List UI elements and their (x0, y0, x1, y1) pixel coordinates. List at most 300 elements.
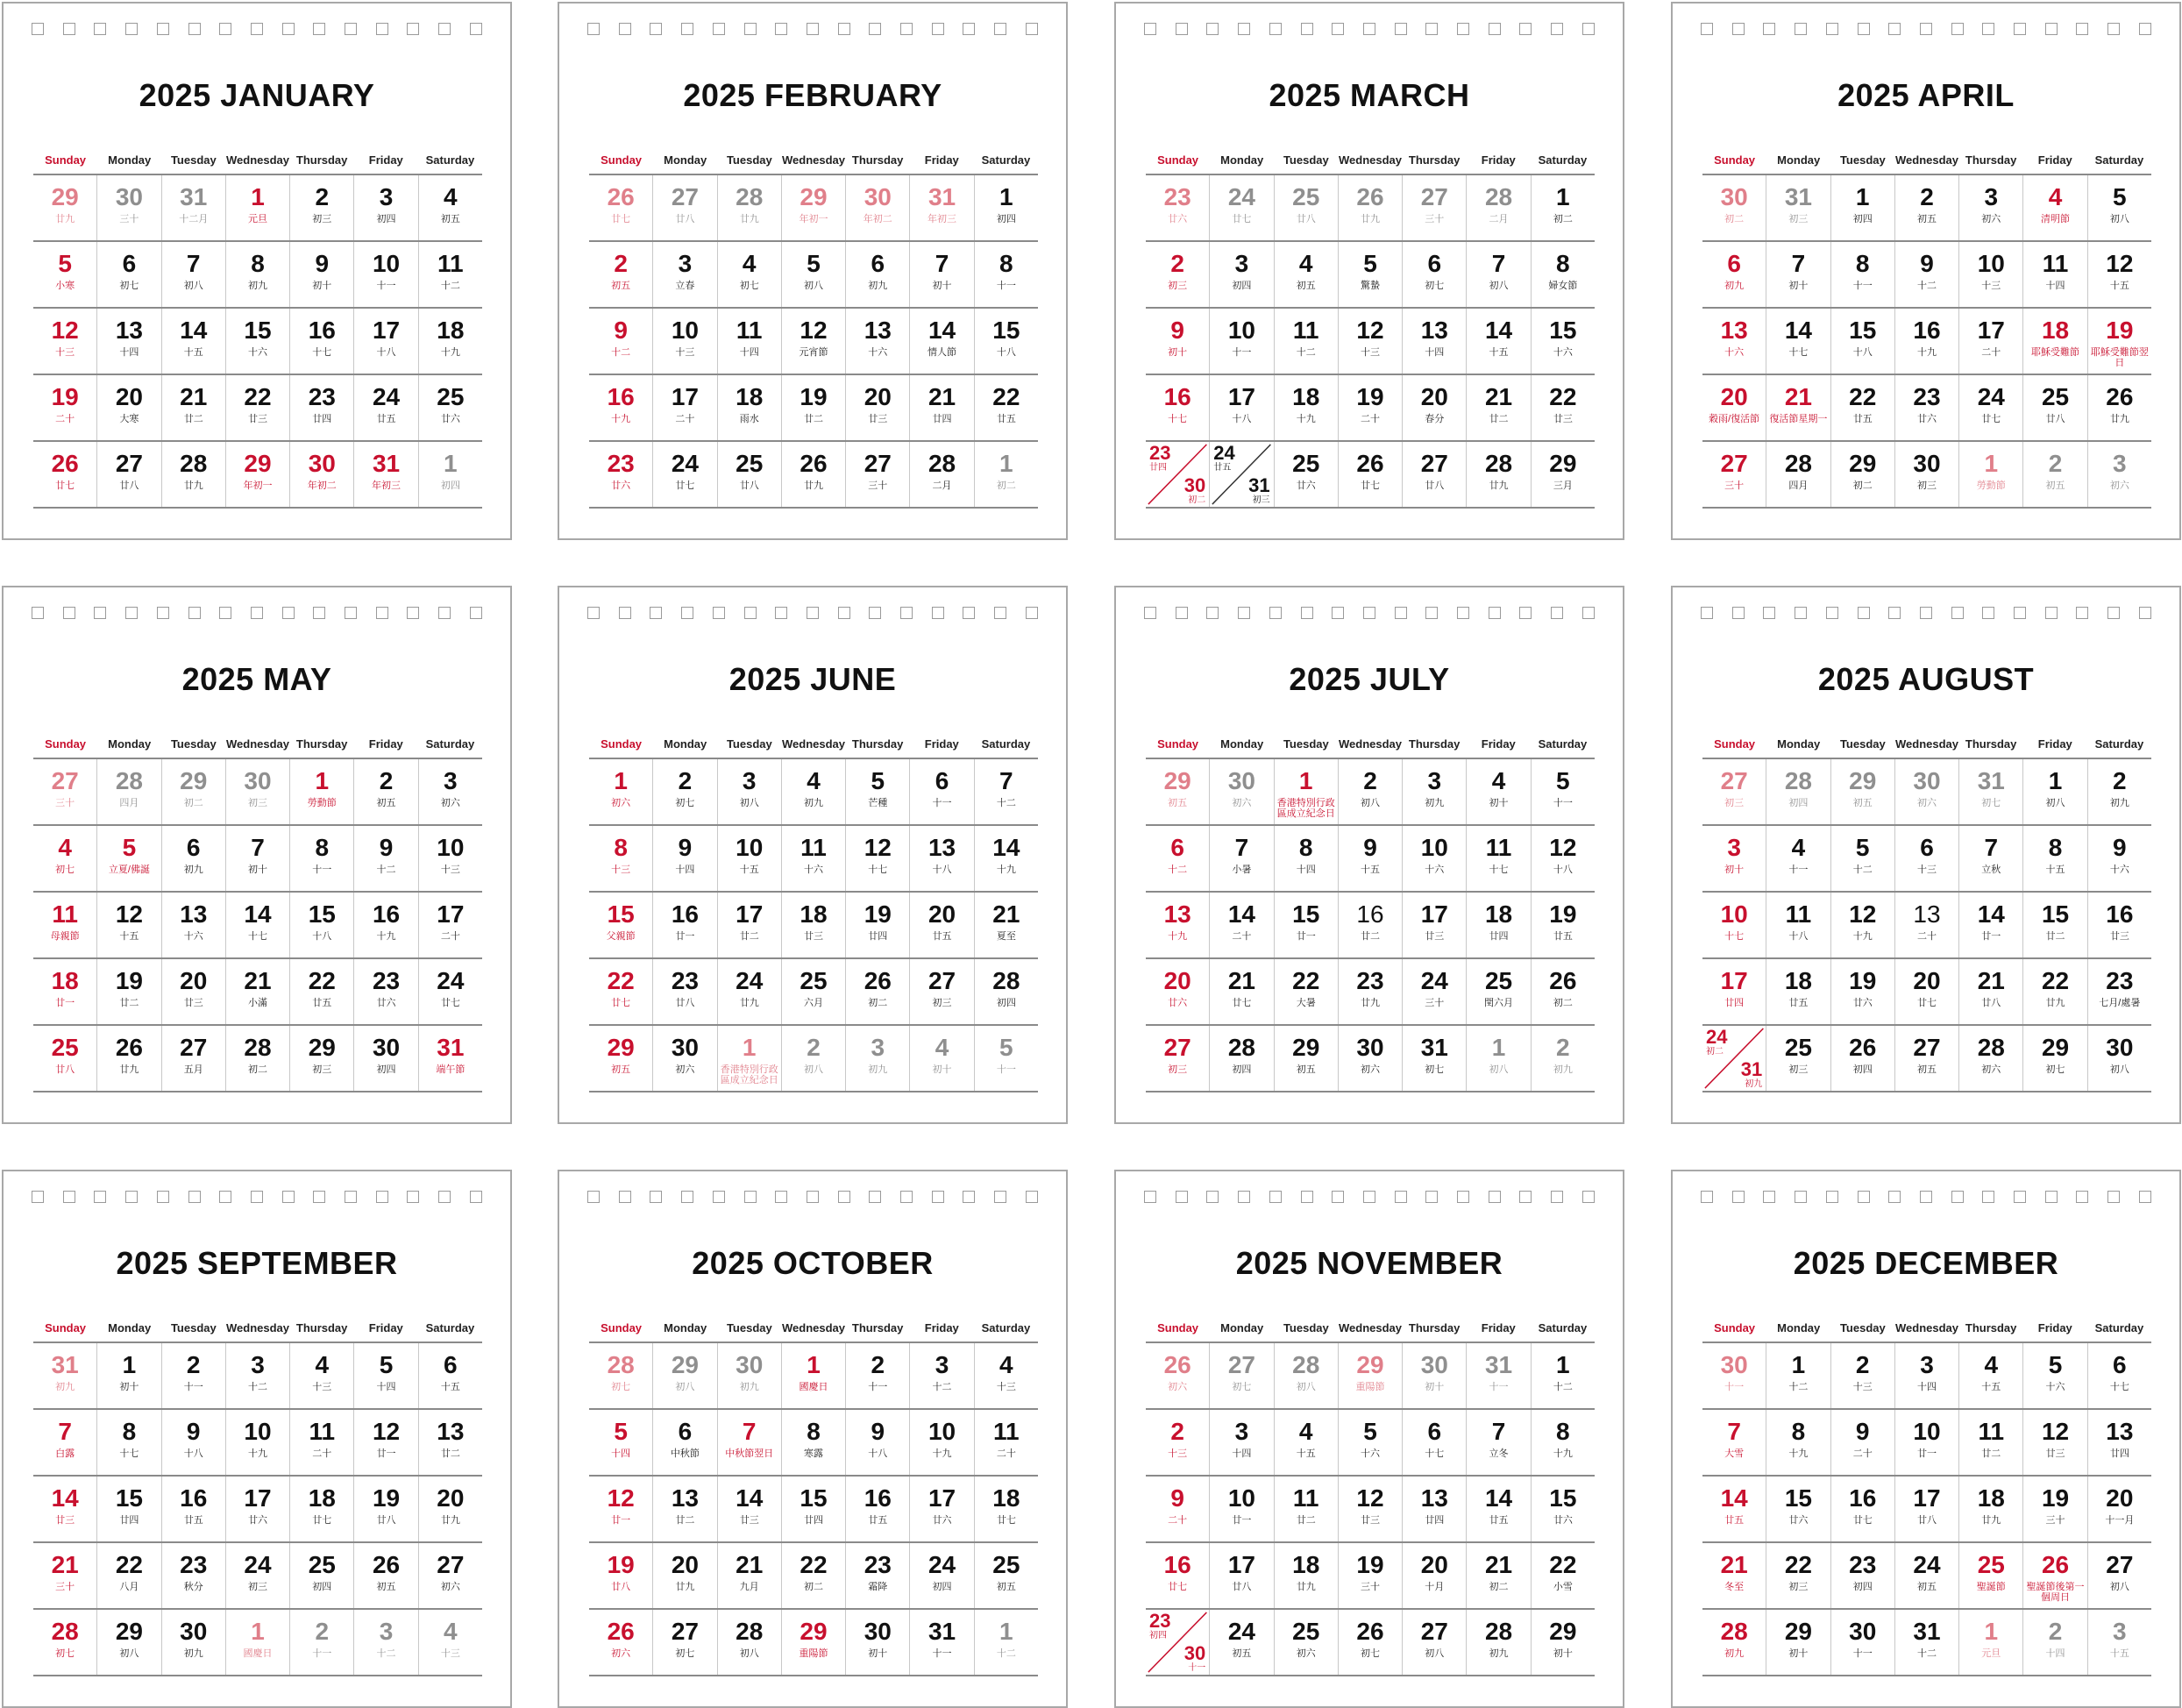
day-cell[interactable] (1702, 175, 1766, 240)
day-cell[interactable] (1702, 1477, 1766, 1541)
day-cell[interactable] (1209, 242, 1273, 307)
day-cell[interactable] (353, 826, 417, 891)
day-cell[interactable] (1466, 759, 1530, 824)
day-cell[interactable] (1830, 959, 1894, 1024)
day-cell[interactable] (781, 1343, 845, 1408)
day-cell[interactable] (1209, 1543, 1273, 1608)
day-cell[interactable] (909, 759, 973, 824)
day-cell[interactable] (1466, 959, 1530, 1024)
day-cell[interactable] (589, 1610, 652, 1675)
day-cell[interactable] (717, 959, 781, 1024)
day-cell[interactable] (652, 759, 716, 824)
day-cell[interactable] (589, 893, 652, 957)
day-cell[interactable] (96, 1610, 160, 1675)
day-cell[interactable] (1466, 1410, 1530, 1475)
day-cell[interactable] (289, 309, 353, 374)
day-cell[interactable] (717, 175, 781, 240)
day-cell[interactable] (909, 242, 973, 307)
day-cell[interactable] (289, 375, 353, 440)
day-cell[interactable] (909, 1543, 973, 1608)
day-cell[interactable] (161, 826, 225, 891)
day-cell[interactable] (845, 1610, 909, 1675)
day-cell[interactable] (974, 1026, 1038, 1091)
day-cell[interactable] (1274, 175, 1338, 240)
day-cell[interactable] (33, 1026, 96, 1091)
day-cell[interactable] (652, 1026, 716, 1091)
day-cell[interactable] (1209, 1410, 1273, 1475)
day-cell[interactable] (909, 309, 973, 374)
day-cell[interactable] (225, 826, 289, 891)
day-cell[interactable] (225, 1026, 289, 1091)
day-cell[interactable] (781, 759, 845, 824)
day-cell[interactable] (1531, 375, 1595, 440)
day-cell[interactable] (418, 826, 482, 891)
day-cell[interactable] (652, 1477, 716, 1541)
day-cell[interactable] (96, 959, 160, 1024)
day-cell[interactable] (2022, 1410, 2086, 1475)
day-cell[interactable] (289, 242, 353, 307)
day-cell[interactable] (1466, 375, 1530, 440)
day-cell[interactable] (1338, 1343, 1402, 1408)
day-cell[interactable] (717, 759, 781, 824)
day-cell[interactable] (1958, 175, 2022, 240)
day-cell[interactable] (1958, 375, 2022, 440)
day-cell[interactable] (652, 893, 716, 957)
day-cell[interactable] (1531, 759, 1595, 824)
day-cell[interactable] (1894, 442, 1958, 507)
day-cell[interactable] (1209, 1343, 1273, 1408)
day-cell[interactable] (1146, 1610, 1209, 1675)
day-cell[interactable] (781, 1410, 845, 1475)
day-cell[interactable] (1894, 1477, 1958, 1541)
day-cell[interactable] (589, 175, 652, 240)
day-cell[interactable] (845, 826, 909, 891)
day-cell[interactable] (974, 442, 1038, 507)
day-cell[interactable] (1338, 1026, 1402, 1091)
day-cell[interactable] (1958, 1026, 2022, 1091)
day-cell[interactable] (1830, 1026, 1894, 1091)
day-cell[interactable] (652, 826, 716, 891)
day-cell[interactable] (845, 175, 909, 240)
day-cell[interactable] (2087, 1410, 2151, 1475)
day-cell[interactable] (717, 1543, 781, 1608)
day-cell[interactable] (781, 1610, 845, 1675)
day-cell[interactable] (1466, 1477, 1530, 1541)
day-cell[interactable] (2087, 826, 2151, 891)
day-cell[interactable] (2022, 1026, 2086, 1091)
day-cell[interactable] (418, 1610, 482, 1675)
day-cell[interactable] (1146, 375, 1209, 440)
day-cell[interactable] (289, 442, 353, 507)
day-cell[interactable] (161, 759, 225, 824)
day-cell[interactable] (1531, 175, 1595, 240)
day-cell[interactable] (1702, 242, 1766, 307)
day-cell[interactable] (1766, 175, 1830, 240)
day-cell[interactable] (2022, 175, 2086, 240)
day-cell[interactable] (33, 1343, 96, 1408)
day-cell[interactable] (1402, 1477, 1466, 1541)
day-cell[interactable] (1466, 309, 1530, 374)
day-cell[interactable] (589, 442, 652, 507)
day-cell[interactable] (717, 893, 781, 957)
day-cell[interactable] (1830, 175, 1894, 240)
day-cell[interactable] (2022, 1610, 2086, 1675)
day-cell[interactable] (1466, 1610, 1530, 1675)
day-cell[interactable] (2087, 893, 2151, 957)
day-cell[interactable] (96, 826, 160, 891)
day-cell[interactable] (1338, 175, 1402, 240)
day-cell[interactable] (1894, 826, 1958, 891)
day-cell[interactable] (96, 759, 160, 824)
day-cell[interactable] (652, 1410, 716, 1475)
day-cell[interactable] (717, 1343, 781, 1408)
day-cell[interactable] (2087, 1343, 2151, 1408)
day-cell[interactable] (1274, 242, 1338, 307)
day-cell[interactable] (33, 759, 96, 824)
day-cell[interactable] (289, 1026, 353, 1091)
day-cell[interactable] (1830, 442, 1894, 507)
day-cell[interactable] (1338, 375, 1402, 440)
day-cell[interactable] (1958, 1610, 2022, 1675)
day-cell[interactable] (33, 442, 96, 507)
day-cell[interactable] (96, 1477, 160, 1541)
day-cell[interactable] (974, 1610, 1038, 1675)
day-cell[interactable] (1894, 893, 1958, 957)
day-cell[interactable] (1894, 759, 1958, 824)
day-cell[interactable] (1402, 893, 1466, 957)
day-cell[interactable] (353, 759, 417, 824)
day-cell[interactable] (96, 1026, 160, 1091)
day-cell[interactable] (1702, 893, 1766, 957)
day-cell[interactable] (845, 309, 909, 374)
day-cell[interactable] (2087, 759, 2151, 824)
day-cell[interactable] (418, 893, 482, 957)
day-cell[interactable] (1402, 442, 1466, 507)
day-cell[interactable] (589, 1026, 652, 1091)
day-cell[interactable] (1338, 1477, 1402, 1541)
day-cell[interactable] (225, 1477, 289, 1541)
day-cell[interactable] (96, 893, 160, 957)
day-cell[interactable] (909, 175, 973, 240)
day-cell[interactable] (1830, 242, 1894, 307)
day-cell[interactable] (1274, 1610, 1338, 1675)
day-cell[interactable] (1402, 759, 1466, 824)
day-cell[interactable] (845, 1343, 909, 1408)
day-cell[interactable] (225, 309, 289, 374)
day-cell[interactable] (1958, 1543, 2022, 1608)
day-cell[interactable] (589, 375, 652, 440)
day-cell[interactable] (974, 826, 1038, 891)
day-cell[interactable] (161, 1410, 225, 1475)
day-cell[interactable] (1466, 1343, 1530, 1408)
day-cell[interactable] (1958, 893, 2022, 957)
day-cell[interactable] (909, 1343, 973, 1408)
day-cell[interactable] (1894, 1026, 1958, 1091)
day-cell[interactable] (1274, 442, 1338, 507)
day-cell[interactable] (1894, 175, 1958, 240)
day-cell[interactable] (1209, 1610, 1273, 1675)
day-cell[interactable] (589, 1477, 652, 1541)
day-cell[interactable] (33, 1543, 96, 1608)
day-cell[interactable] (289, 826, 353, 891)
day-cell[interactable] (909, 1026, 973, 1091)
day-cell[interactable] (1766, 242, 1830, 307)
day-cell[interactable] (1338, 1610, 1402, 1675)
day-cell[interactable] (1766, 1477, 1830, 1541)
day-cell[interactable] (1531, 1610, 1595, 1675)
day-cell[interactable] (1766, 1410, 1830, 1475)
day-cell[interactable] (418, 1543, 482, 1608)
day-cell[interactable] (589, 826, 652, 891)
day-cell[interactable] (781, 442, 845, 507)
day-cell[interactable] (1146, 309, 1209, 374)
day-cell[interactable] (974, 175, 1038, 240)
day-cell[interactable] (418, 759, 482, 824)
day-cell[interactable] (1766, 893, 1830, 957)
day-cell[interactable] (1958, 1343, 2022, 1408)
day-cell[interactable] (845, 375, 909, 440)
day-cell[interactable] (225, 1343, 289, 1408)
day-cell[interactable] (1146, 959, 1209, 1024)
day-cell[interactable] (1702, 759, 1766, 824)
day-cell[interactable] (1531, 1410, 1595, 1475)
day-cell[interactable] (2087, 375, 2151, 440)
day-cell[interactable] (353, 442, 417, 507)
day-cell[interactable] (1702, 1343, 1766, 1408)
day-cell[interactable] (33, 893, 96, 957)
day-cell[interactable] (1766, 826, 1830, 891)
day-cell[interactable] (1766, 1610, 1830, 1675)
day-cell[interactable] (1766, 1343, 1830, 1408)
day-cell[interactable] (1702, 959, 1766, 1024)
day-cell[interactable] (1338, 893, 1402, 957)
day-cell[interactable] (845, 1543, 909, 1608)
day-cell[interactable] (1830, 759, 1894, 824)
day-cell[interactable] (1402, 309, 1466, 374)
day-cell[interactable] (1146, 175, 1209, 240)
day-cell[interactable] (96, 375, 160, 440)
day-cell[interactable] (1466, 826, 1530, 891)
day-cell[interactable] (781, 1477, 845, 1541)
day-cell[interactable] (1209, 309, 1273, 374)
day-cell[interactable] (225, 1410, 289, 1475)
day-cell[interactable] (652, 1543, 716, 1608)
day-cell[interactable] (974, 242, 1038, 307)
day-cell[interactable] (717, 242, 781, 307)
day-cell[interactable] (418, 1410, 482, 1475)
day-cell[interactable] (225, 1543, 289, 1608)
day-cell[interactable] (1894, 309, 1958, 374)
day-cell[interactable] (1209, 1026, 1273, 1091)
day-cell[interactable] (974, 1543, 1038, 1608)
day-cell[interactable] (353, 242, 417, 307)
day-cell[interactable] (33, 309, 96, 374)
day-cell[interactable] (1338, 442, 1402, 507)
day-cell[interactable] (717, 1026, 781, 1091)
day-cell[interactable] (353, 1343, 417, 1408)
day-cell[interactable] (589, 1543, 652, 1608)
day-cell[interactable] (974, 1477, 1038, 1541)
day-cell[interactable] (1146, 1026, 1209, 1091)
day-cell[interactable] (1338, 309, 1402, 374)
day-cell[interactable] (781, 826, 845, 891)
day-cell[interactable] (33, 826, 96, 891)
day-cell[interactable] (1531, 1543, 1595, 1608)
day-cell[interactable] (1830, 893, 1894, 957)
day-cell[interactable] (2087, 959, 2151, 1024)
day-cell[interactable] (1274, 893, 1338, 957)
day-cell[interactable] (781, 1543, 845, 1608)
day-cell[interactable] (1702, 826, 1766, 891)
day-cell[interactable] (1894, 1410, 1958, 1475)
day-cell[interactable] (161, 309, 225, 374)
day-cell[interactable] (717, 1477, 781, 1541)
day-cell[interactable] (909, 1610, 973, 1675)
day-cell[interactable] (2087, 1477, 2151, 1541)
day-cell[interactable] (2022, 826, 2086, 891)
day-cell[interactable] (1766, 1026, 1830, 1091)
day-cell[interactable] (161, 442, 225, 507)
day-cell[interactable] (1274, 1343, 1338, 1408)
day-cell[interactable] (1531, 442, 1595, 507)
day-cell[interactable] (1531, 893, 1595, 957)
day-cell[interactable] (353, 1477, 417, 1541)
day-cell[interactable] (1402, 1343, 1466, 1408)
day-cell[interactable] (781, 242, 845, 307)
day-cell[interactable] (1766, 375, 1830, 440)
day-cell[interactable] (1958, 759, 2022, 824)
day-cell[interactable] (717, 442, 781, 507)
day-cell[interactable] (1402, 959, 1466, 1024)
day-cell[interactable] (1466, 242, 1530, 307)
day-cell[interactable] (1274, 309, 1338, 374)
day-cell[interactable] (289, 759, 353, 824)
day-cell[interactable] (289, 1543, 353, 1608)
day-cell[interactable] (974, 759, 1038, 824)
day-cell[interactable] (974, 959, 1038, 1024)
day-cell[interactable] (33, 959, 96, 1024)
day-cell[interactable] (845, 242, 909, 307)
day-cell[interactable] (353, 959, 417, 1024)
day-cell[interactable] (1894, 1343, 1958, 1408)
day-cell[interactable] (2087, 1543, 2151, 1608)
day-cell[interactable] (974, 309, 1038, 374)
day-cell[interactable] (1338, 1410, 1402, 1475)
day-cell[interactable] (225, 959, 289, 1024)
day-cell[interactable] (1146, 1343, 1209, 1408)
day-cell[interactable] (1830, 1477, 1894, 1541)
day-cell[interactable] (1402, 1410, 1466, 1475)
day-cell[interactable] (1702, 1543, 1766, 1608)
day-cell[interactable] (1702, 1410, 1766, 1475)
day-cell[interactable] (33, 1410, 96, 1475)
day-cell[interactable] (1531, 959, 1595, 1024)
day-cell[interactable] (1338, 1543, 1402, 1608)
day-cell[interactable] (1209, 759, 1273, 824)
day-cell[interactable] (2087, 1026, 2151, 1091)
day-cell[interactable] (353, 375, 417, 440)
day-cell[interactable] (161, 1477, 225, 1541)
day-cell[interactable] (1209, 826, 1273, 891)
day-cell[interactable] (1209, 442, 1273, 507)
day-cell[interactable] (1894, 1610, 1958, 1675)
day-cell[interactable] (1338, 826, 1402, 891)
day-cell[interactable] (1274, 1026, 1338, 1091)
day-cell[interactable] (589, 309, 652, 374)
day-cell[interactable] (1531, 826, 1595, 891)
day-cell[interactable] (589, 242, 652, 307)
day-cell[interactable] (909, 1410, 973, 1475)
day-cell[interactable] (1766, 959, 1830, 1024)
day-cell[interactable] (1146, 1543, 1209, 1608)
day-cell[interactable] (96, 1543, 160, 1608)
day-cell[interactable] (717, 826, 781, 891)
day-cell[interactable] (1531, 1477, 1595, 1541)
day-cell[interactable] (1894, 375, 1958, 440)
day-cell[interactable] (781, 893, 845, 957)
day-cell[interactable] (1958, 242, 2022, 307)
day-cell[interactable] (1466, 893, 1530, 957)
day-cell[interactable] (289, 959, 353, 1024)
day-cell[interactable] (974, 1410, 1038, 1475)
day-cell[interactable] (845, 1410, 909, 1475)
day-cell[interactable] (2087, 242, 2151, 307)
day-cell[interactable] (1146, 826, 1209, 891)
day-cell[interactable] (1766, 759, 1830, 824)
day-cell[interactable] (33, 242, 96, 307)
day-cell[interactable] (161, 893, 225, 957)
day-cell[interactable] (2022, 309, 2086, 374)
day-cell[interactable] (717, 375, 781, 440)
day-cell[interactable] (845, 1026, 909, 1091)
day-cell[interactable] (652, 175, 716, 240)
day-cell[interactable] (652, 442, 716, 507)
day-cell[interactable] (1702, 442, 1766, 507)
day-cell[interactable] (96, 442, 160, 507)
day-cell[interactable] (96, 242, 160, 307)
day-cell[interactable] (1830, 826, 1894, 891)
day-cell[interactable] (1466, 175, 1530, 240)
day-cell[interactable] (652, 242, 716, 307)
day-cell[interactable] (1338, 959, 1402, 1024)
day-cell[interactable] (845, 442, 909, 507)
day-cell[interactable] (1830, 1343, 1894, 1408)
day-cell[interactable] (589, 1343, 652, 1408)
day-cell[interactable] (96, 1410, 160, 1475)
day-cell[interactable] (2087, 309, 2151, 374)
day-cell[interactable] (2087, 175, 2151, 240)
day-cell[interactable] (161, 375, 225, 440)
day-cell[interactable] (418, 1477, 482, 1541)
day-cell[interactable] (652, 1343, 716, 1408)
day-cell[interactable] (353, 309, 417, 374)
day-cell[interactable] (1402, 175, 1466, 240)
day-cell[interactable] (589, 959, 652, 1024)
day-cell[interactable] (161, 1026, 225, 1091)
day-cell[interactable] (289, 1610, 353, 1675)
day-cell[interactable] (974, 375, 1038, 440)
day-cell[interactable] (2022, 242, 2086, 307)
day-cell[interactable] (1830, 375, 1894, 440)
day-cell[interactable] (1958, 959, 2022, 1024)
day-cell[interactable] (161, 1543, 225, 1608)
day-cell[interactable] (909, 1477, 973, 1541)
day-cell[interactable] (2022, 759, 2086, 824)
day-cell[interactable] (96, 175, 160, 240)
day-cell[interactable] (2022, 1343, 2086, 1408)
day-cell[interactable] (1958, 826, 2022, 891)
day-cell[interactable] (974, 893, 1038, 957)
